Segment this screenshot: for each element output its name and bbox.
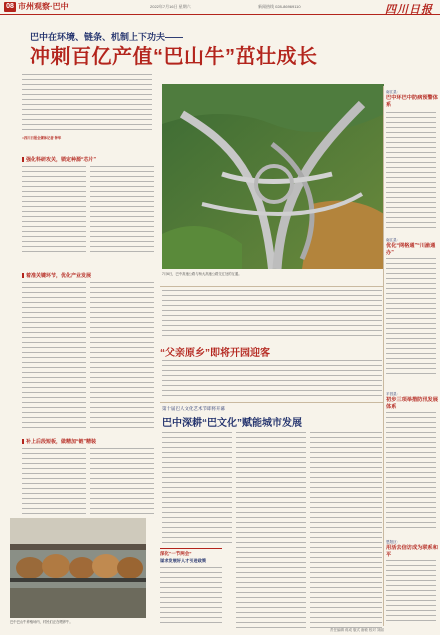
sidebar-item-4-body bbox=[386, 560, 436, 622]
newspaper-logo: 四川日报 bbox=[385, 4, 433, 16]
main-photo-caption: 7月6日，巴中高速公路与杨大高速公路交汇处的互通。 bbox=[162, 272, 242, 276]
page-number: 08 bbox=[4, 2, 16, 12]
highway-interchange-photo bbox=[162, 84, 384, 269]
news-hotline: 新闻热线 028-86969110 bbox=[258, 4, 301, 9]
sidebar-item-1-title: 巴中环巴中防病预警体系 bbox=[386, 95, 438, 108]
story-two-more bbox=[162, 360, 382, 398]
quote-body bbox=[160, 567, 222, 627]
story-three-col3 bbox=[310, 432, 382, 628]
story-three-headline: 巴中深耕“巴文化”赋能城市发展 bbox=[162, 418, 302, 429]
sidebar-item-3-body bbox=[386, 412, 436, 530]
subhead-3: 补上后段短板，做精加“链”精装 bbox=[22, 438, 96, 445]
footer-editor: 责任编辑 蒋成 版式 唐敏 校对 刘丽 bbox=[330, 628, 384, 632]
sidebar-item-2-kicker: 南江县： bbox=[386, 238, 401, 242]
cattle-photo bbox=[10, 518, 146, 618]
lead-body-col1-b bbox=[22, 282, 86, 432]
page-header bbox=[0, 0, 440, 15]
subhead-1: 强化科研攻关，锁定种源“芯片” bbox=[22, 156, 96, 163]
sidebar-item-1-kicker: 南江县： bbox=[386, 90, 401, 94]
quote-subtitle: 谋求发展好人才引进政策 bbox=[160, 558, 207, 563]
lead-body-col2-b bbox=[90, 282, 154, 432]
sidebar-item-3-title: 初步三项举措防汛发展体系 bbox=[386, 397, 438, 410]
sidebar-item-3-kicker: 平昌县： bbox=[386, 392, 401, 396]
divider bbox=[160, 402, 384, 403]
story-two-body bbox=[162, 290, 382, 340]
lead-kicker: 巴中在环境、链条、机制上下功夫—— bbox=[30, 32, 184, 42]
story-three-col1 bbox=[162, 432, 232, 544]
page-footer bbox=[0, 628, 440, 635]
sidebar-item-2-title: 优化“网格通”“川渝通办” bbox=[386, 243, 436, 256]
lead-intro-text bbox=[22, 74, 152, 134]
cattle-photo-caption: 巴中巴山牛养殖场内，村民们正在喂养牛。 bbox=[10, 620, 73, 624]
quote-title: 深化“一节两会” bbox=[160, 551, 192, 556]
subhead-2: 着准关键环节，优化产业发展 bbox=[22, 272, 91, 279]
story-two-headline: “父亲原乡”即将开园迎客 bbox=[160, 348, 270, 359]
sidebar-item-1-body bbox=[386, 112, 436, 232]
sidebar-item-4-title: 用活去信访成为联系和平 bbox=[386, 545, 438, 558]
divider bbox=[160, 286, 384, 287]
sidebar-item-4-kicker: 恩阳区： bbox=[386, 540, 401, 544]
lead-headline: 冲刺百亿产值“巴山牛”茁壮成长 bbox=[30, 46, 318, 68]
lead-body-col1-a bbox=[22, 166, 86, 256]
sidebar-item-2-body bbox=[386, 258, 436, 378]
lead-body-col2-a bbox=[90, 166, 154, 256]
story-three-col2 bbox=[236, 432, 306, 628]
story-three-kicker: 第十届巴人文化艺术节即将开幕 bbox=[162, 406, 225, 411]
lead-body-col1-c bbox=[22, 448, 86, 514]
quote-box bbox=[160, 548, 222, 629]
issue-date: 2022年7月16日 星期六 bbox=[150, 4, 191, 9]
lead-reporter: □四川日报全媒体记者 钟华 bbox=[22, 136, 62, 140]
section-title: 市州观察·巴中 bbox=[18, 2, 69, 11]
lead-body-col2-c bbox=[90, 448, 154, 514]
